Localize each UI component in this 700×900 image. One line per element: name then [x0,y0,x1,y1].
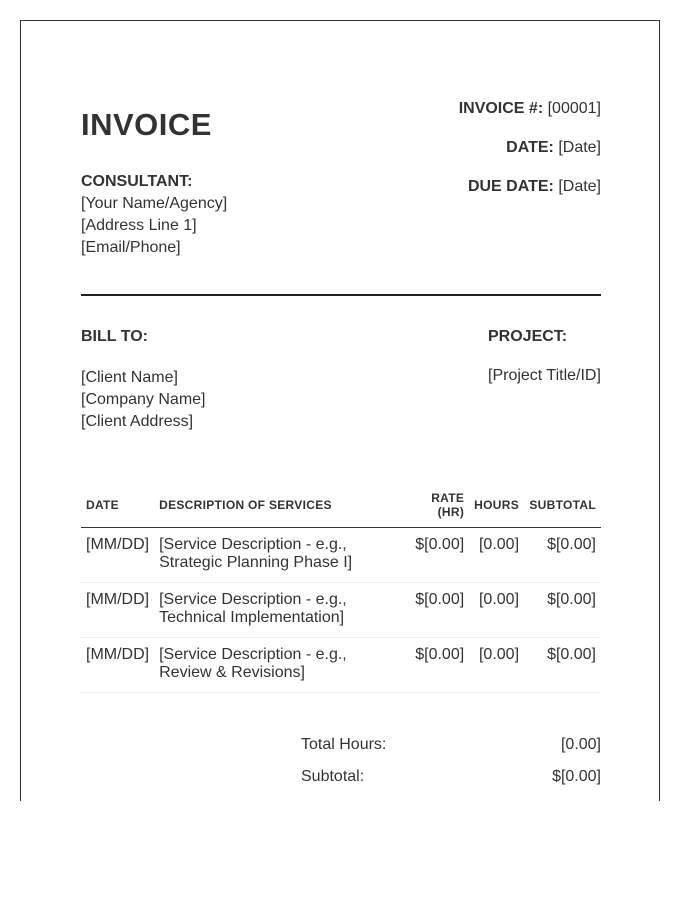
invoice-date-label: DATE: [506,139,554,156]
row-hours: [0.00] [469,583,524,638]
bill-to-label: BILL TO: [81,328,148,345]
due-date-row [459,177,601,216]
due-date-value: [Date] [558,178,601,195]
table-header-row [81,483,601,528]
total-hours-label: Total Hours: [301,736,387,753]
totals-block [301,735,601,799]
client-name: [Client Name] [81,369,178,386]
row-date: [MM/DD] [81,528,154,583]
consultant-block [81,171,227,259]
invoice-number-value: [00001] [547,100,601,117]
consultant-contact: [Email/Phone] [81,239,181,256]
consultant-address: [Address Line 1] [81,217,197,234]
header-subtotal: SUBTOTAL [524,483,601,528]
client-address: [Client Address] [81,413,194,430]
row-date: [MM/DD] [81,638,154,693]
row-rate: $[0.00] [406,583,470,638]
row-hours: [0.00] [469,638,524,693]
invoice-page [20,20,660,801]
row-subtotal: $[0.00] [524,528,601,583]
project-label: PROJECT: [488,328,568,345]
header-hours: HOURS [469,483,524,528]
subtotal-row [301,767,601,799]
subtotal-label: Subtotal: [301,768,365,785]
invoice-date-value: [Date] [558,139,601,156]
table-row [81,583,601,638]
row-subtotal: $[0.00] [524,583,601,638]
table-row [81,528,601,583]
total-hours-row [301,735,601,767]
header-rate [406,483,470,528]
table-row [81,638,601,693]
company-name: [Company Name] [81,391,206,408]
row-hours: [0.00] [469,528,524,583]
subtotal-value: $[0.00] [552,768,601,785]
services-table [81,483,601,693]
due-date-label: DUE DATE: [467,178,554,195]
row-description: [Service Description - e.g., Review & Revisions] [154,638,405,693]
bill-to-block [81,328,206,433]
header-date: DATE [81,483,154,528]
header-rate-line2: (HR) [437,505,465,519]
invoice-number-row [459,99,601,138]
invoice-date-row [459,138,601,177]
header-rate-line1: RATE [431,491,465,505]
consultant-name: [Your Name/Agency] [81,195,228,212]
invoice-meta [459,99,601,216]
invoice-title: INVOICE [81,107,212,142]
row-description: [Service Description - e.g., Technical Implementation] [154,583,405,638]
row-rate: $[0.00] [406,638,470,693]
row-rate: $[0.00] [406,528,470,583]
project-block [488,328,601,385]
row-date: [MM/DD] [81,583,154,638]
invoice-number-label: INVOICE #: [458,100,544,117]
header-divider [81,294,601,296]
consultant-label: CONSULTANT: [81,173,193,190]
header-description: DESCRIPTION OF SERVICES [154,483,405,528]
row-description: [Service Description - e.g., Strategic Planning Phase I] [154,528,405,583]
row-subtotal: $[0.00] [524,638,601,693]
total-hours-value: [0.00] [560,736,601,753]
project-value: [Project Title/ID] [488,367,601,384]
